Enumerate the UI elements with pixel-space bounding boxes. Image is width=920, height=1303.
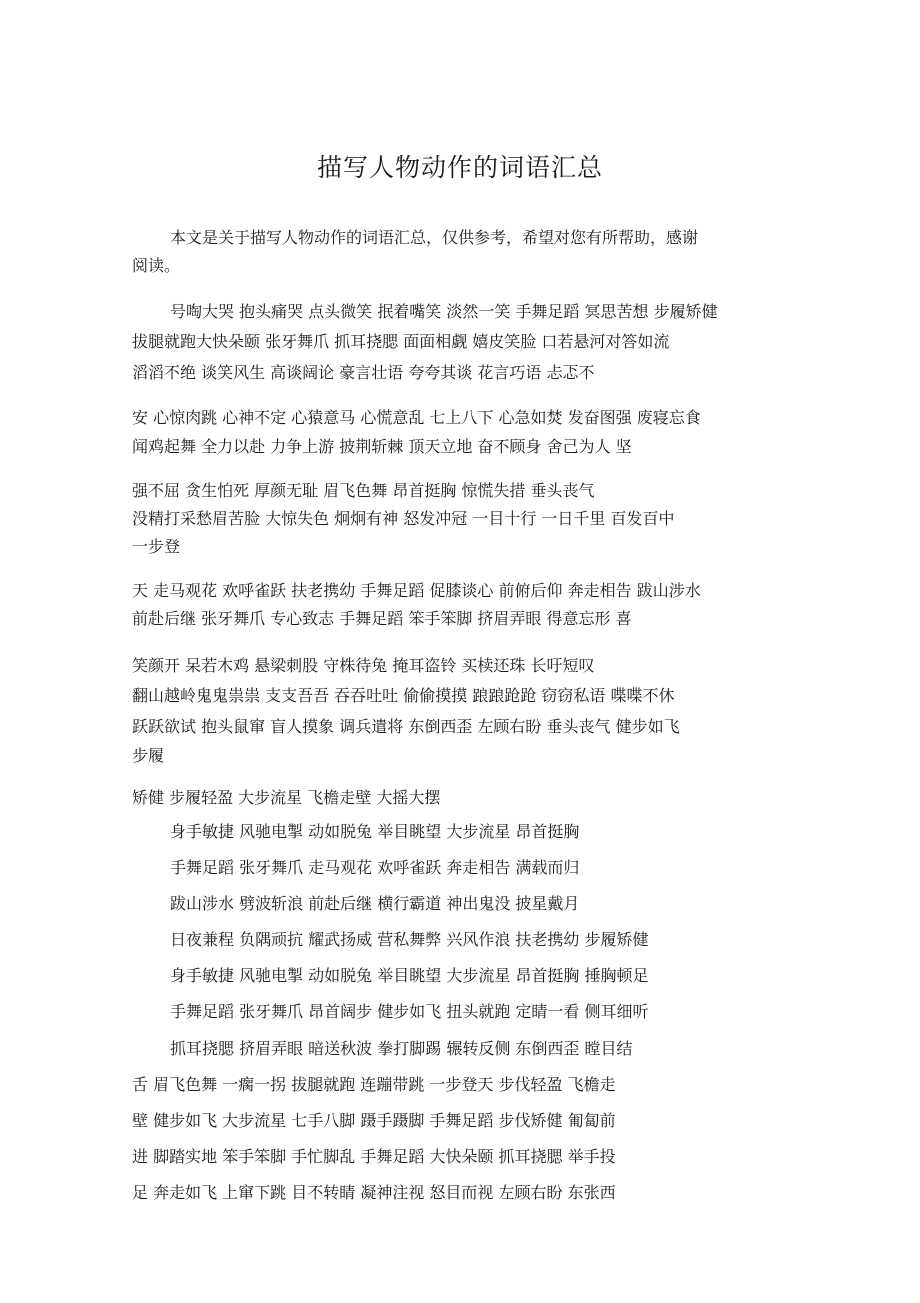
intro-line: 阅读。: [132, 256, 181, 275]
text-line: 笑颜开 呆若木鸡 悬梁刺股 守株待兔 掩耳盗铃 买椟还珠 长吁短叹: [132, 656, 595, 675]
text-line: 一步登: [132, 537, 181, 556]
text-line: 强不屈 贪生怕死 厚颜无耻 眉飞色舞 昂首挺胸 惊慌失措 垂头丧气: [132, 481, 595, 500]
text-line: 日夜兼程 负隅顽抗 耀武扬威 营私舞弊 兴风作浪 扶老携幼 步履矫健: [170, 930, 649, 949]
text-line: 壁 健步如飞 大步流星 七手八脚 蹑手蹑脚 手舞足蹈 步伐矫健 匍匐前: [132, 1111, 616, 1130]
text-line: 手舞足蹈 张牙舞爪 昂首阔步 健步如飞 扭头就跑 定睛一看 侧耳细听: [170, 1002, 649, 1021]
text-line: 没精打采愁眉苦脸 大惊失色 炯炯有神 怒发冲冠 一目十行 一日千里 百发百中: [132, 509, 675, 528]
text-line: 矫健 步履轻盈 大步流星 飞檐走壁 大摇大摆: [132, 788, 441, 807]
text-line: 舌 眉飞色舞 一瘸一拐 拔腿就跑 连蹦带跳 一步登天 步伐轻盈 飞檐走: [132, 1075, 616, 1094]
text-line: 跃跃欲试 抱头鼠窜 盲人摸象 调兵遣将 东倒西歪 左顾右盼 垂头丧气 健步如飞: [132, 717, 680, 736]
intro-line: 本文是关于描写人物动作的词语汇总，仅供参考，希望对您有所帮助，感谢: [170, 228, 699, 247]
text-line: 闻鸡起舞 全力以赴 力争上游 披荆斩棘 顶天立地 奋不顾身 舍己为人 坚: [132, 437, 632, 456]
text-line: 安 心惊肉跳 心神不定 心猿意马 心慌意乱 七上八下 心急如焚 发奋图强 废寝忘食: [132, 408, 701, 427]
text-line: 进 脚踏实地 笨手笨脚 手忙脚乱 手舞足蹈 大快朵颐 抓耳挠腮 举手投: [132, 1147, 616, 1166]
text-line: 身手敏捷 风驰电掣 动如脱兔 举目眺望 大步流星 昂首挺胸 捶胸顿足: [170, 966, 649, 985]
text-line: 手舞足蹈 张牙舞爪 走马观花 欢呼雀跃 奔走相告 满载而归: [170, 858, 580, 877]
text-line: 滔滔不绝 谈笑风生 高谈阔论 豪言壮语 夸夸其谈 花言巧语 忐忑不: [132, 363, 595, 382]
text-line: 抓耳挠腮 挤眉弄眼 暗送秋波 拳打脚踢 辗转反侧 东倒西歪 瞠目结: [170, 1039, 633, 1058]
text-line: 身手敏捷 风驰电掣 动如脱兔 举目眺望 大步流星 昂首挺胸: [170, 822, 580, 841]
text-line: 号啕大哭 抱头痛哭 点头微笑 抿着嘴笑 淡然一笑 手舞足蹈 冥思苦想 步履矫健: [170, 302, 718, 321]
text-line: 步履: [132, 746, 165, 765]
text-line: 拔腿就跑大快朵颐 张牙舞爪 抓耳挠腮 面面相觑 嬉皮笑脸 口若悬河对答如流: [132, 332, 670, 351]
page-title: 描写人物动作的词语汇总: [316, 153, 603, 182]
text-line: 足 奔走如飞 上窜下跳 目不转睛 凝神注视 怒目而视 左顾右盼 东张西: [132, 1183, 616, 1202]
text-line: 翻山越岭鬼鬼祟祟 支支吾吾 吞吞吐吐 偷偷摸摸 踉踉跄跄 窃窃私语 喋喋不休: [132, 686, 675, 705]
text-line: 跋山涉水 劈波斩浪 前赴后继 横行霸道 神出鬼没 披星戴月: [170, 894, 580, 913]
text-line: 前赴后继 张牙舞爪 专心致志 手舞足蹈 笨手笨脚 挤眉弄眼 得意忘形 喜: [132, 609, 632, 628]
text-line: 天 走马观花 欢呼雀跃 扶老携幼 手舞足蹈 促膝谈心 前俯后仰 奔走相告 跋山涉水: [132, 581, 701, 600]
